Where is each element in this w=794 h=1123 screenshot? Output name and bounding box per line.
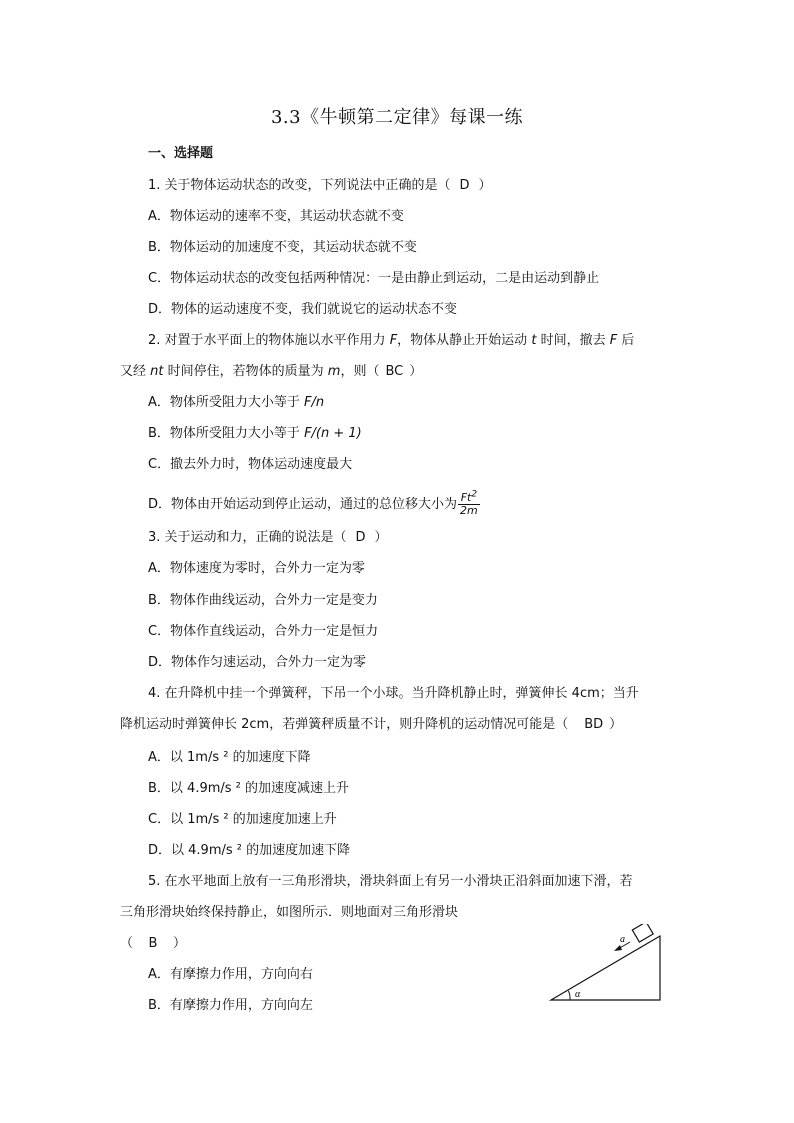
q2-var-nt: nt — [150, 364, 164, 379]
fraction — [458, 489, 480, 517]
q2-option-b-math: F/(n + 1) — [304, 426, 362, 441]
q4-text: 降机运动时弹簧伸长 2cm，若弹簧秤质量不计，则升降机的运动情况可能是（ — [120, 717, 569, 732]
incline-diagram — [548, 924, 668, 1004]
q1-option-b: B．物体运动的加速度不变，其运动状态就不变 — [148, 240, 417, 255]
small-block — [632, 924, 653, 942]
q2-text-d: 后 — [621, 333, 635, 348]
q1-option-c: C．物体运动状态的改变包括两种情况：一是由静止到运动，二是由运动到静止 — [148, 271, 600, 286]
q3-text: 3. 关于运动和力，正确的说法是（ — [148, 530, 347, 545]
page-title: 3.3《牛顿第二定律》每课一练 — [270, 107, 524, 128]
acceleration-label: a — [620, 934, 625, 945]
q5-open: （ — [120, 936, 134, 951]
q2-option-c: C．撤去外力时，物体运动速度最大 — [148, 457, 353, 472]
q5-answer: B — [148, 936, 158, 951]
q5-option-b: B．有摩擦力作用，方向向左 — [148, 998, 313, 1013]
q3-option-d: D．物体作匀速运动，合外力一定为零 — [148, 655, 367, 670]
fraction-denominator: 2m — [460, 504, 478, 517]
q5-close: ） — [173, 936, 187, 951]
q2-option-a — [148, 395, 324, 411]
question-2-stem-line1 — [148, 333, 634, 349]
q4-option-d: D．以 4.9m/s ² 的加速度加速下降 — [148, 843, 351, 858]
q2-option-b — [148, 426, 362, 442]
angle-label: α — [575, 989, 581, 1000]
fraction-numerator: Ft — [460, 491, 472, 504]
fraction-exponent: 2 — [471, 489, 478, 500]
q2-option-a-math: F/n — [304, 395, 325, 410]
q2-option-d-text: D．物体由开始运动到停止运动，通过的总位移大小为 — [148, 497, 458, 512]
q2-answer: BC — [385, 364, 404, 379]
question-3-stem — [148, 530, 388, 546]
angle-arc — [568, 991, 570, 1000]
q3-option-b: B．物体作曲线运动，合外力一定是变力 — [148, 593, 378, 608]
triangle-wedge — [551, 936, 660, 1000]
q4-answer: BD — [584, 717, 604, 732]
q2-text-e: 又经 — [120, 364, 147, 379]
q2-var-t: t — [531, 333, 537, 348]
question-2-stem-line2 — [120, 364, 422, 380]
section-heading: 一、选择题 — [148, 146, 214, 161]
q1-option-d: D．物体的运动速度不变，我们就说它的运动状态不变 — [148, 302, 458, 317]
question-4-stem-line2 — [120, 717, 622, 733]
q2-option-b-text: B．物体所受阻力大小等于 — [148, 426, 300, 441]
q2-text-f: 时间停住，若物体的质量为 — [167, 364, 324, 379]
q4-option-b: B．以 4.9m/s ² 的加速度减速上升 — [148, 781, 350, 796]
q2-text-g: ，则（ — [340, 364, 380, 379]
question-4-stem-line1: 4. 在升降机中挂一个弹簧秤，下吊一个小球。当升降机静止时，弹簧伸长 4cm；当升 — [148, 686, 639, 701]
question-5-stem-line1: 5. 在水平地面上放有一三角形滑块，滑块斜面上有另一小滑块正沿斜面加速下滑，若 — [148, 874, 633, 889]
question-5-answer-line — [120, 936, 186, 952]
q3-answer: D — [355, 530, 366, 545]
q2-close: ） — [409, 364, 423, 379]
q5-option-a: A．有摩擦力作用，方向向右 — [148, 967, 313, 982]
q2-option-a-text: A．物体所受阻力大小等于 — [148, 395, 300, 410]
q3-option-c: C．物体作直线运动，合外力一定是恒力 — [148, 624, 379, 639]
q2-var-m: m — [327, 364, 341, 379]
q4-close: ） — [609, 717, 623, 732]
q2-var-f2: F — [609, 333, 618, 348]
q1-answer: D — [459, 178, 470, 193]
q2-option-d — [148, 490, 480, 520]
q4-option-a: A．以 1m/s ² 的加速度下降 — [148, 750, 311, 765]
q2-var-f: F — [389, 333, 398, 348]
q1-close: ） — [478, 178, 492, 193]
q3-option-a: A．物体速度为零时，合外力一定为零 — [148, 561, 365, 576]
q1-option-a: A．物体运动的速率不变，其运动状态就不变 — [148, 209, 404, 224]
question-5-stem-line2: 三角形滑块始终保持静止，如图所示．则地面对三角形滑块 — [120, 905, 459, 920]
q3-close: ） — [374, 530, 388, 545]
question-1-stem — [148, 178, 492, 194]
arrowhead-icon — [614, 945, 622, 951]
q4-option-c: C．以 1m/s ² 的加速度加速上升 — [148, 812, 337, 827]
q1-text: 1. 关于物体运动状态的改变，下列说法中正确的是（ — [148, 178, 451, 193]
q2-text-c: 时间，撤去 — [540, 333, 606, 348]
q2-text-a: 2. 对置于水平面上的物体施以水平作用力 — [148, 333, 386, 348]
q2-text-b: ，物体从静止开始运动 — [397, 333, 528, 348]
